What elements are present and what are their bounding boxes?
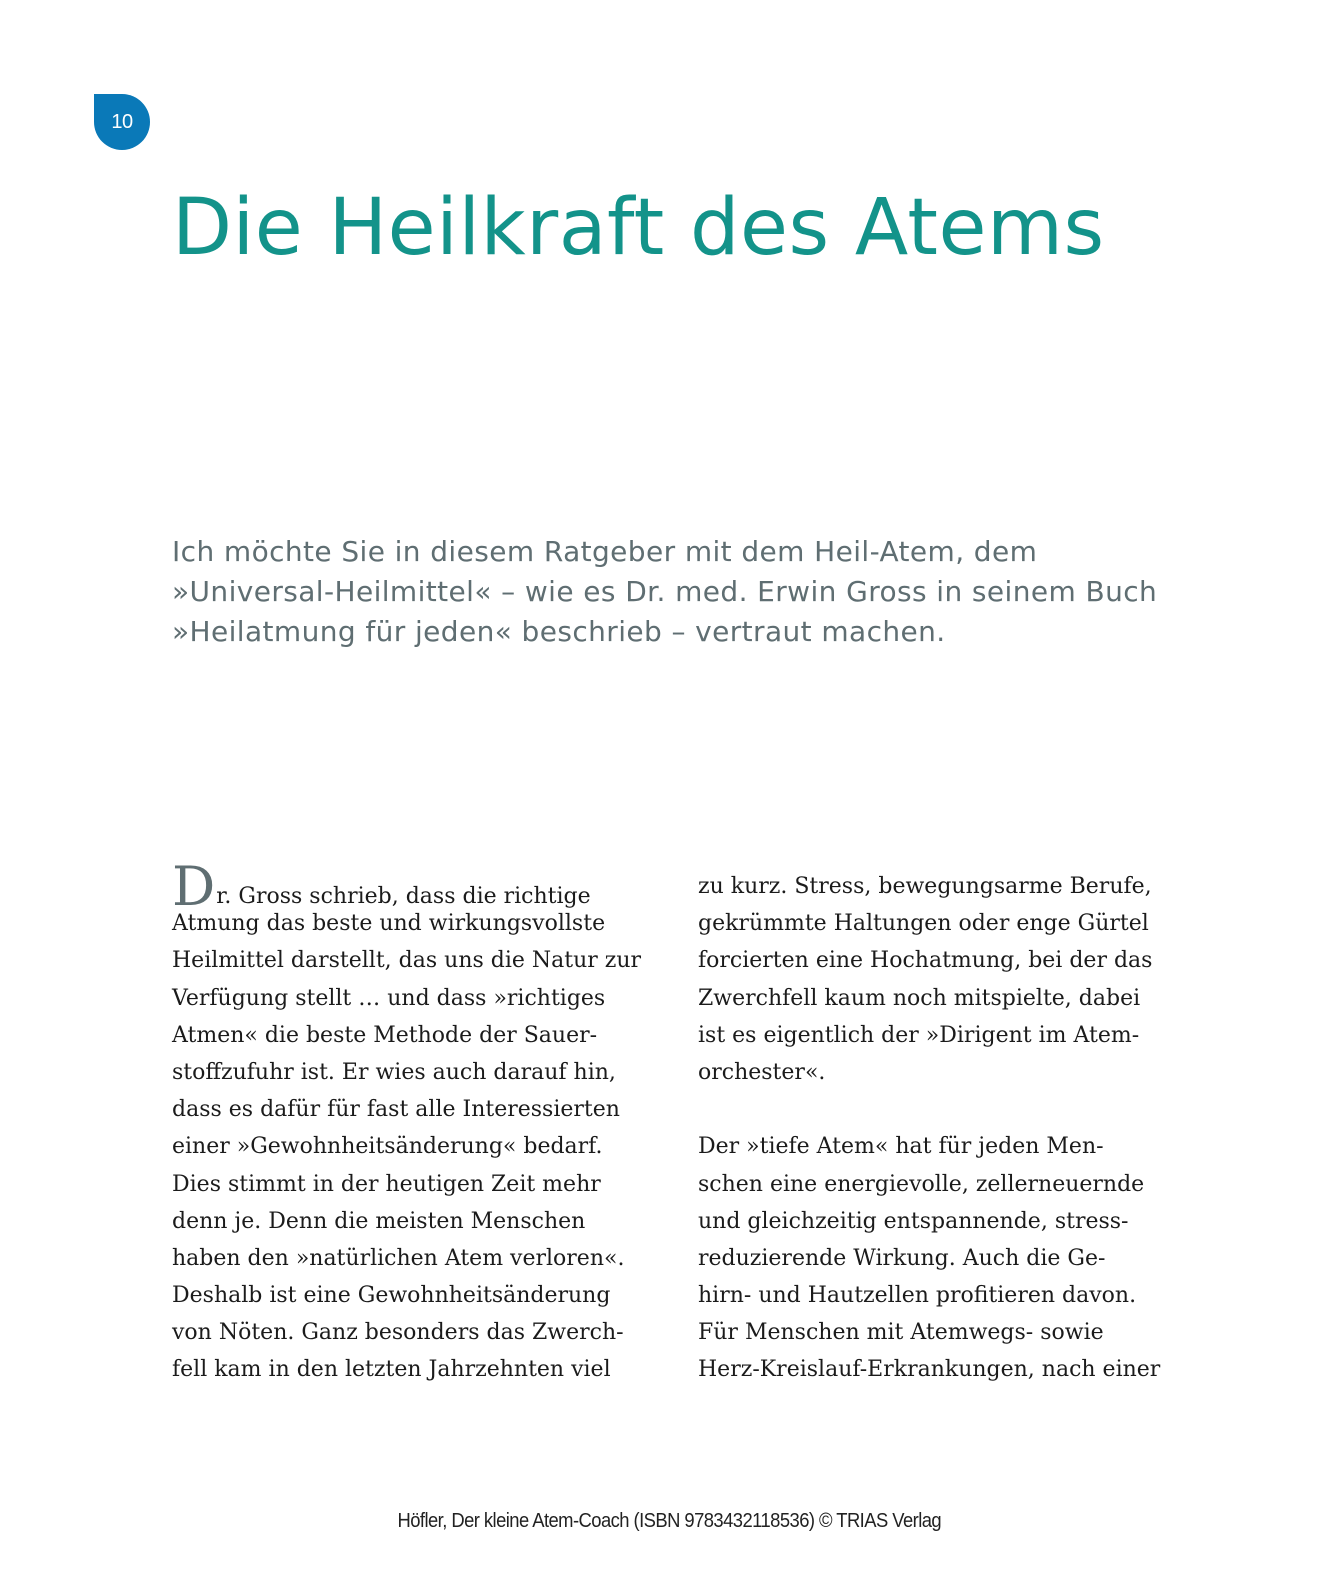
- paragraph: [698, 1128, 1178, 1388]
- intro-line: »Heilatmung für jeden« beschrieb – vertraut machen.: [172, 615, 946, 648]
- footer-citation: Höfler, Der kleine Atem-Coach (ISBN 9783432118536) © TRIAS Verlag: [397, 1510, 942, 1532]
- body-line: schen eine energievolle, zellerneuernde: [698, 1171, 1145, 1197]
- body-line: einer »Gewohnheitsänderung« bedarf.: [172, 1134, 603, 1160]
- drop-cap: D: [172, 855, 216, 918]
- body-line: und gleichzeitig entspannende, stress-: [698, 1208, 1129, 1234]
- intro-line: Ich möchte Sie in diesem Ratgeber mit dem Heil-Atem, dem: [172, 535, 1038, 568]
- body-line: von Nöten. Ganz besonders das Zwerch-: [172, 1320, 624, 1346]
- body-line: hirn- und Hautzellen profitieren davon.: [698, 1283, 1137, 1309]
- body-line: reduzierende Wirkung. Auch die Ge-: [698, 1245, 1106, 1271]
- body-line: Verfügung stellt … und dass »richtiges: [172, 985, 606, 1011]
- body-line: fell kam in den letzten Jahrzehnten viel: [172, 1357, 611, 1383]
- body-line: Zwerchfell kaum noch mitspielte, dabei: [698, 985, 1141, 1011]
- body-line: ist es eigentlich der »Dirigent im Atem-: [698, 1022, 1140, 1048]
- page-number: 10: [111, 110, 133, 133]
- body-line: Herz-Kreislauf-Erkrankungen, nach einer: [698, 1357, 1161, 1383]
- body-line-text: r. Gross schrieb, dass die richtige: [216, 884, 591, 909]
- body-line: denn je. Denn die meisten Menschen: [172, 1208, 586, 1234]
- body-line: Atmen« die beste Methode der Sauer-: [172, 1022, 598, 1048]
- body-line: dass es dafür für fast alle Interessierten: [172, 1097, 620, 1123]
- body-line: Deshalb ist eine Gewohnheitsänderung: [172, 1283, 611, 1309]
- body-line: haben den »natürlichen Atem verloren«.: [172, 1245, 625, 1271]
- chapter-title: Die Heilkraft des Atems: [172, 183, 1105, 273]
- body-line: stoffzufuhr ist. Er wies auch darauf hin,: [172, 1059, 616, 1085]
- body-line: Atmung das beste und wirkungsvollste: [172, 911, 606, 937]
- intro-line: »Universal-Heilmittel« – wie es Dr. med. Erwin Gross in seinem Buch: [172, 575, 1158, 608]
- body-line: Der »tiefe Atem« hat für jeden Men-: [698, 1134, 1104, 1160]
- body-column-right: [698, 868, 1178, 1389]
- paragraph-spacer: [698, 1091, 1178, 1128]
- body-line: forcierten eine Hochatmung, bei der das: [698, 948, 1153, 974]
- body-line: Heilmittel darstellt, das uns die Natur zur: [172, 948, 642, 974]
- intro-paragraph: [172, 532, 1172, 652]
- body-line: zu kurz. Stress, bewegungsarme Berufe,: [698, 874, 1152, 899]
- paragraph: [698, 868, 1178, 1091]
- body-line: Für Menschen mit Atemwegs- sowie: [698, 1320, 1104, 1346]
- body-line: orchester«.: [698, 1059, 826, 1085]
- body-line: gekrümmte Haltungen oder enge Gürtel: [698, 911, 1149, 937]
- body-line: [172, 855, 652, 918]
- body-line: Dies stimmt in der heutigen Zeit mehr: [172, 1171, 601, 1197]
- page-number-badge: [94, 94, 150, 150]
- body-column-left: [172, 855, 652, 1389]
